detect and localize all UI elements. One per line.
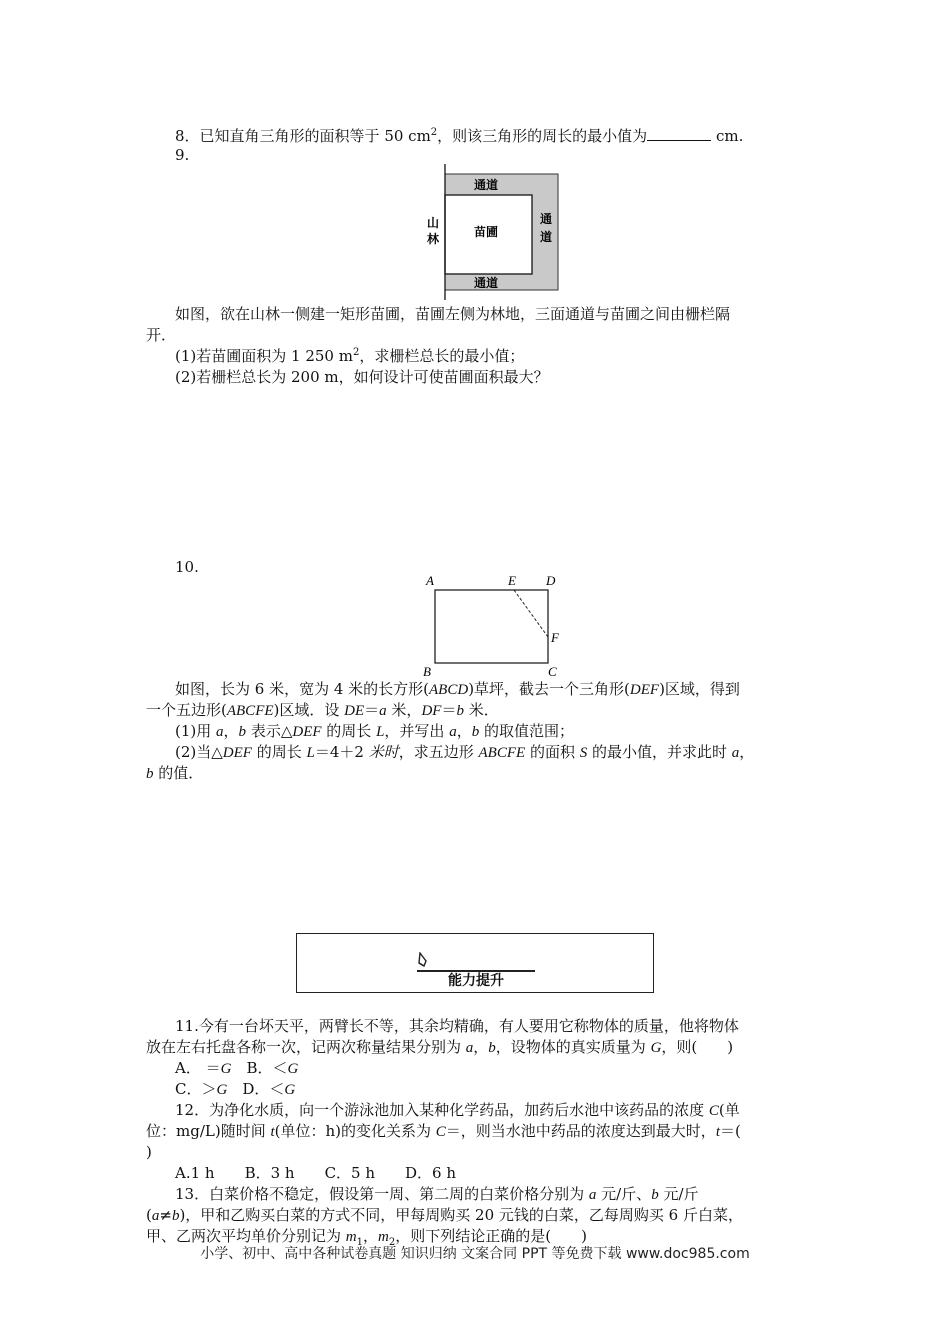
q12-line-2: 位：mg/L)随时间 t(单位：h)的变化关系为 C＝，则当水池中药品的浓度达到最大时，t＝(: [146, 1122, 741, 1140]
q9-paragraph-line-1: 如图，欲在山林一侧建一矩形苗圃，苗圃左侧为林地，三面通道与苗圃之间由栅栏隔: [175, 305, 731, 323]
question-8: 8．已知直角三角形的面积等于 50 $cm^2$，则该三角形的周长的最小值为 cm.: [175, 127, 744, 145]
point-c-label: C: [548, 664, 557, 679]
q11-options-cd: C．＞G D．＜G: [175, 1080, 296, 1098]
walkway-top-label: 通道: [473, 178, 499, 192]
point-b-label: B: [423, 664, 431, 679]
q10-part-2: (2)当△DEF 的周长 L＝4＋2 米时，求五边形 ABCFE 的面积 S 的最小值，并求此时 a，: [175, 743, 755, 761]
lawn-figure: [420, 570, 570, 680]
q9-part-1: (1)若苗圃面积为 1 250 $m^2$，求栅栏总长的最小值；: [175, 347, 525, 365]
point-d-label: D: [546, 573, 556, 588]
q11-options-ab: A． ＝G B．＜G: [175, 1059, 299, 1077]
answer-blank: [647, 126, 711, 141]
q12-line-3: ): [146, 1143, 152, 1161]
q10-part-1: (1)用 a，b 表示△DEF 的周长 L，并写出 a，b 的取值范围；: [175, 722, 574, 740]
q13-line-1: 13．白菜价格不稳定，假设第一周、第二周的白菜价格分别为 a 元/斤、b 元/斤: [175, 1185, 699, 1203]
q10-line-1: 如图，长为 6 米，宽为 4 米的长方形(ABCD)草坪，截去一个三角形(DEF)区域，得到: [175, 680, 740, 698]
forest-label-2: 林: [426, 232, 440, 246]
nursery-figure: [420, 164, 565, 300]
ability-section-title: 能力提升: [417, 970, 535, 990]
walkway-bottom-label: 通道: [473, 276, 499, 290]
lawn-rectangle: [435, 590, 548, 663]
point-f-label: F: [551, 630, 559, 645]
point-a-label: A: [426, 573, 434, 588]
q10-line-2: 一个五边形(ABCFE)区域．设 DE＝a 米，DF＝b 米．: [146, 701, 499, 719]
question-10-number: 10.: [175, 558, 199, 576]
forest-label-1: 山: [426, 216, 440, 230]
q11-line-1: 11.今有一台坏天平，两臂长不等，其余均精确，有人要用它称物体的质量，他将物体: [175, 1017, 739, 1035]
q13-line-2: (a≠b)，甲和乙购买白菜的方式不同，甲每周购买 20 元钱的白菜，乙每周购买 6 斤白菜，: [146, 1206, 743, 1224]
q13-line-3: 甲、乙两次平均单价分别记为 $m_1$，$m_2$，则下列结论正确的是( ): [146, 1227, 587, 1248]
q11-line-2: 放在左右托盘各称一次，记两次称量结果分别为 a，b，设物体的真实质量为 G，则( ): [146, 1038, 734, 1056]
q12-line-1: 12．为净化水质，向一个游泳池加入某种化学药品，加药后水池中该药品的浓度 C(单: [175, 1101, 740, 1119]
ability-section-banner: [296, 933, 654, 993]
cut-line-ef: [514, 590, 548, 637]
question-9-number: 9.: [175, 146, 190, 164]
point-e-label: E: [508, 573, 516, 588]
q9-part-2: (2)若栅栏总长为 200 m，如何设计可使苗圃面积最大？: [175, 368, 549, 386]
q9-paragraph-line-2: 开．: [146, 326, 177, 344]
q10-part-2-cont: b 的值．: [146, 764, 204, 782]
page-footer: 小学、初中、高中各种试卷真题 知识归纳 文案合同 PPT 等免费下载 www.doc985.com: [200, 1246, 750, 1262]
walkway-right-label-1: 通: [539, 212, 553, 226]
nursery-label: 苗圃: [473, 225, 499, 239]
q12-options: A.1 h B．3 h C．5 h D．6 h: [175, 1164, 457, 1182]
walkway-right-label-2: 道: [539, 230, 553, 244]
pencil-icon: [417, 952, 431, 968]
